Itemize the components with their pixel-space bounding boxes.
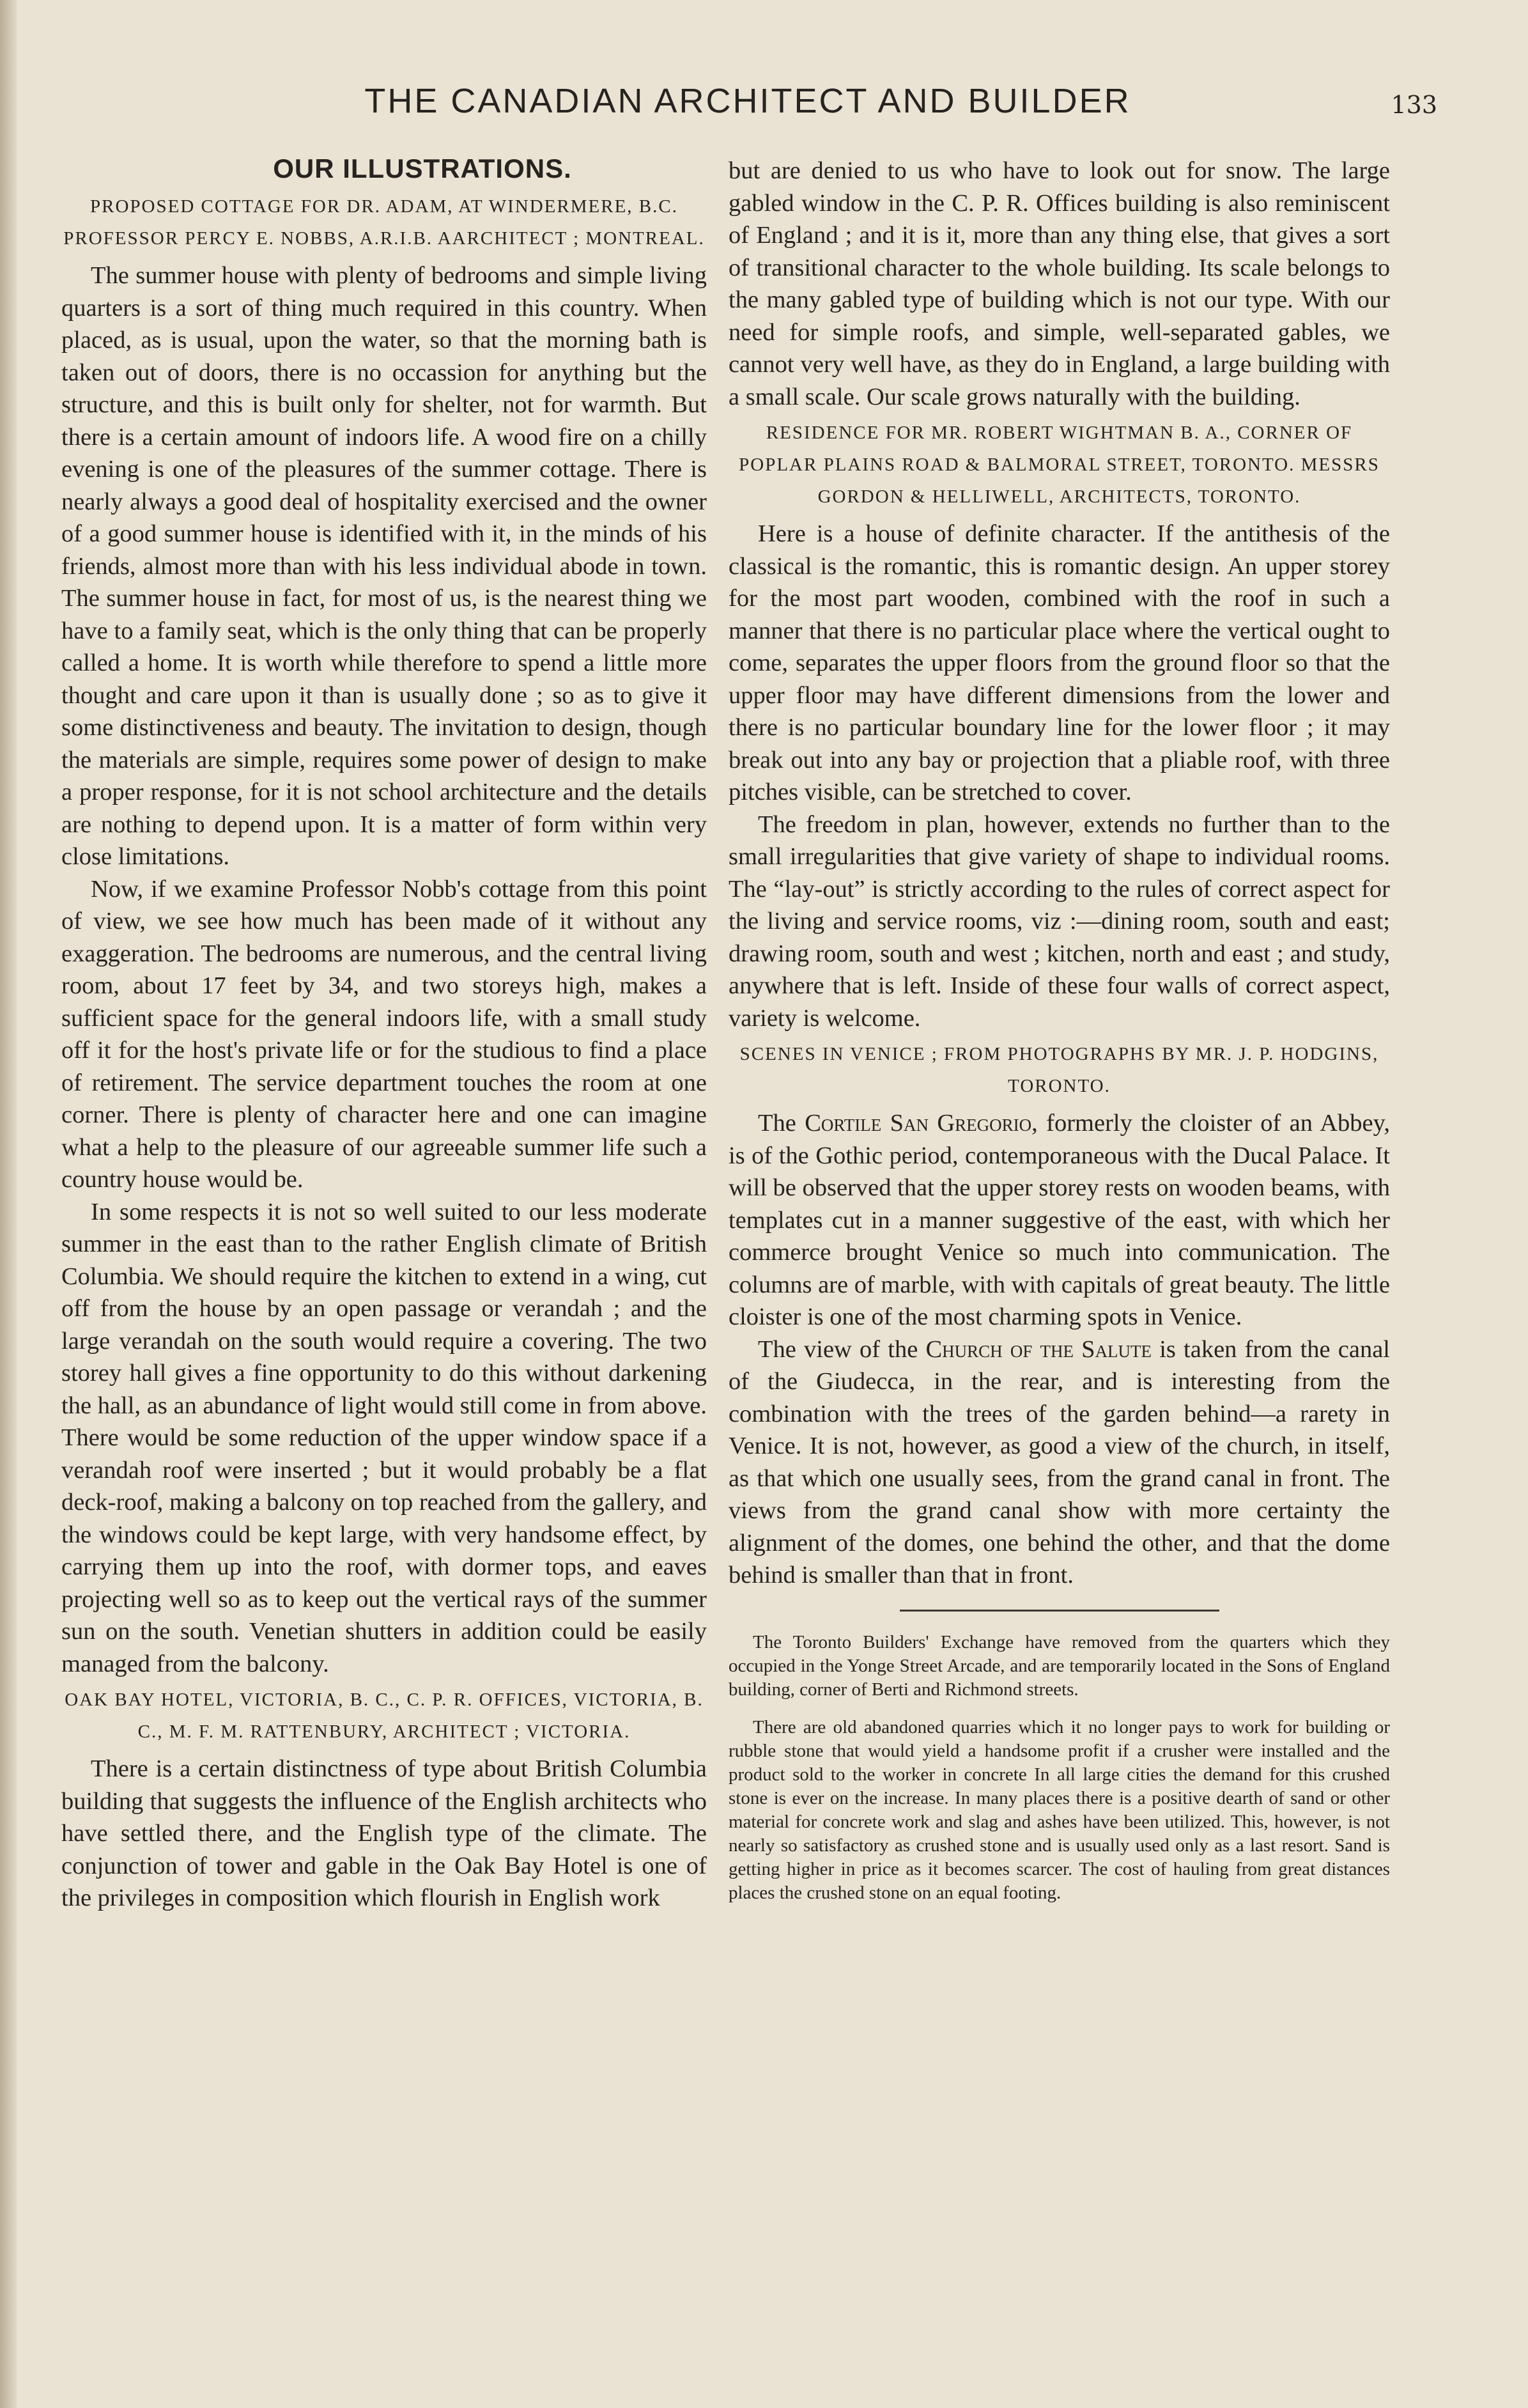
venice-p2-smallcaps: Church of the Salute [925,1335,1152,1363]
cottage-paragraph-2: Now, if we examine Professor Nobb's cottage from this point of view, we see how much has been made of it without any exaggeration. The bedrooms are numerous, and the central living room, about 17 feet by 34, and two storeys high, makes a sufficient space for the general indoors life, with a small study off it for the host's private life or for the studious to find a place of retirement. The service department touches the room at one corner. There is plenty of character here and one can imagine what a help to the pleasure of our agreeable summer life such a country house would be. [61,875,707,1193]
page-header-title: THE CANADIAN ARCHITECT AND BUILDER [364,82,1131,120]
section-divider [900,1610,1219,1612]
page-edge [0,0,17,2408]
hotel-paragraph-continued: but are denied to us who have to look out for snow. The large gabled window in the C. P. R. Offices building is also reminiscent of England ; and it is it, more than any thing else, that gives a sort of transitional character to the whole building. Its scale belongs to the many gabled type of building which is not our type. With our need for simple roofs, and simple, well-separated gables, we cannot very well have, as they do in England, a large building with a small scale. Our scale grows naturally with the building. [729,157,1390,410]
left-column [61,152,707,1915]
residence-paragraph-2: The freedom in plan, however, extends no further than to the small irregularities that give variety of shape to individual rooms. The “lay-out” is strictly according to the rules of correct aspect for the living and service rooms, viz :—dining room, south and east; drawing room, south and west ; kitchen, north and east ; and study, anywhere that is left. Inside of these four walls of correct aspect, variety is welcome. [729,811,1390,1032]
residence-paragraph-1: Here is a house of definite character. If the antithesis of the classical is the romantic, this is romantic design. An upper storey for the most part wooden, combined with the roof in such a manner that there is no particular place where the vertical ought to come, separates the upper floors from the ground floor so that the upper floor may have different dimensions from the lower and there is no particular boundary line for the lower floor ; it may break out into any bay or projection that a pliable roof, with three pitches visible, can be stretched to cover. [729,520,1390,805]
news-note-2: There are old abandoned quarries which it no longer pays to work for building or rubble stone that would yield a handsome profit if a crusher were installed and the product sold to the worker in concrete In all large cities the demand for this crushed stone is ever on the increase. In many places there is a positive dearth of sand or other material for concrete work and slag and ashes have been utilized. This, however, is not nearly so satisfactory as crushed stone and is usually used only as a last resort. Sand is getting higher in price as it becomes scarcer. The cost of hauling from great distances places the crushed stone on an equal footing. [729,1716,1390,1903]
venice-paragraph-2 [729,1333,1390,1592]
hotel-caption: OAK BAY HOTEL, VICTORIA, B. C., C. P. R. OFFICES, VICTORIA, B. C., M. F. M. RATTENBURY, ARCHITECT ; VICTORIA. [65,1689,704,1742]
right-column [729,155,1390,1919]
venice-p2-lead: The view of the [758,1335,926,1363]
cottage-paragraph-3: In some respects it is not so well suited to our less moderate summer in the east than to the rather English climate of British Columbia. We should require the kitchen to extend in a wing, cut off from the house by an open passage or verandah ; and the large verandah on the south would require a covering. The two storey hall gives a fine opportunity to do this without darkening the hall, as an abundance of light would still come in from above. There would be some reduction of the upper window space if a verandah roof were inserted ; but it would probably be a flat deck-roof, making a balcony on top reached from the gallery, and the windows could be kept large, with very handsome effect, by carrying them up into the roof, with dormer tops, and eaves projecting well so as to keep out the vertical rays of the summer sun on the south. Venetian shutters in addition could be easily managed from the balcony. [61,1198,707,1677]
residence-caption: RESIDENCE FOR MR. ROBERT WIGHTMAN B. A., CORNER OF POPLAR PLAINS ROAD & BALMORAL STREET, TORONTO. MESSRS GORDON & HELLIWELL, ARCHITECTS, TORONTO. [739,423,1380,507]
news-note-1: The Toronto Builders' Exchange have removed from the quarters which they occupied in the Yonge Street Arcade, and are temporarily located in the Sons of England building, corner of Berti and Richmond streets. [729,1631,1390,1700]
page-number: 133 [1391,91,1437,119]
venice-p1-rest: formerly the cloister of an Abbey, is of the Gothic period, contemporaneous with the Ducal Palace. It will be observed that the upper storey rests on wooden beams, with templates cut in a manner suggestive of the east, with which her commerce brought Venice so much into communication. The columns are of marble, with with capitals of great beauty. The little cloister is one of the most charming spots in Venice. [729,1110,1390,1330]
venice-p2-rest: is taken from the canal of the Giudecca, in the rear, and is interesting from the combination with the trees of the garden behind—a rarety in Venice. It is not, however, as good a view of the church, in itself, as that which one usually sees, from the grand canal in front. The views from the grand canal show with more certainty the alignment of the domes, one behind the other, and that the dome behind is smaller than that in front. [729,1335,1391,1589]
venice-p1-smallcaps: Cortile San Gregorio, [805,1110,1038,1137]
section-title: OUR ILLUSTRATIONS. [273,153,572,183]
venice-paragraph-1 [729,1107,1390,1333]
venice-p1-lead: The [758,1110,805,1137]
cottage-caption: PROPOSED COTTAGE FOR DR. ADAM, AT WINDERMERE, B.C. PROFESSOR PERCY E. NOBBS, A.R.I.B. AARCHITECT ; MONTREAL. [63,196,705,249]
venice-caption: SCENES IN VENICE ; FROM PHOTOGRAPHS BY MR. J. P. HODGINS, TORONTO. [739,1044,1379,1096]
hotel-paragraph: There is a certain distinctness of type about British Columbia building that suggests the influence of the English architects who have settled there, and the English type of the climate. The conjunction of tower and gable in the Oak Bay Hotel is one of the privileges in composition which flourish in English work [61,1755,707,1911]
cottage-paragraph-1: The summer house with plenty of bedrooms and simple living quarters is a sort of thing much required in this country. When placed, as is usual, upon the water, so that the morning bath is taken out of doors, there is no occassion for anything but the structure, and this is built only for shelter, not for warmth. But there is a certain amount of indoors life. A wood fire on a chilly evening is one of the pleasures of the summer cottage. There is nearly always a good deal of hospitality exercised and the owner of a good summer house is identified with it, in the minds of his friends, almost more than with his less individual abode in town. The summer house in fact, for most of us, is the nearest thing we have to a family seat, which is the only thing that can be properly called a home. It is worth while therefore to spend a little more thought and care upon it than is usually done ; so as to give it some distinctiveness and beauty. The invitation to design, though the materials are simple, requires some power of design to make a proper response, for it is not school architecture and the details are nothing to depend upon. It is a matter of form within very close limitations. [61,262,707,870]
